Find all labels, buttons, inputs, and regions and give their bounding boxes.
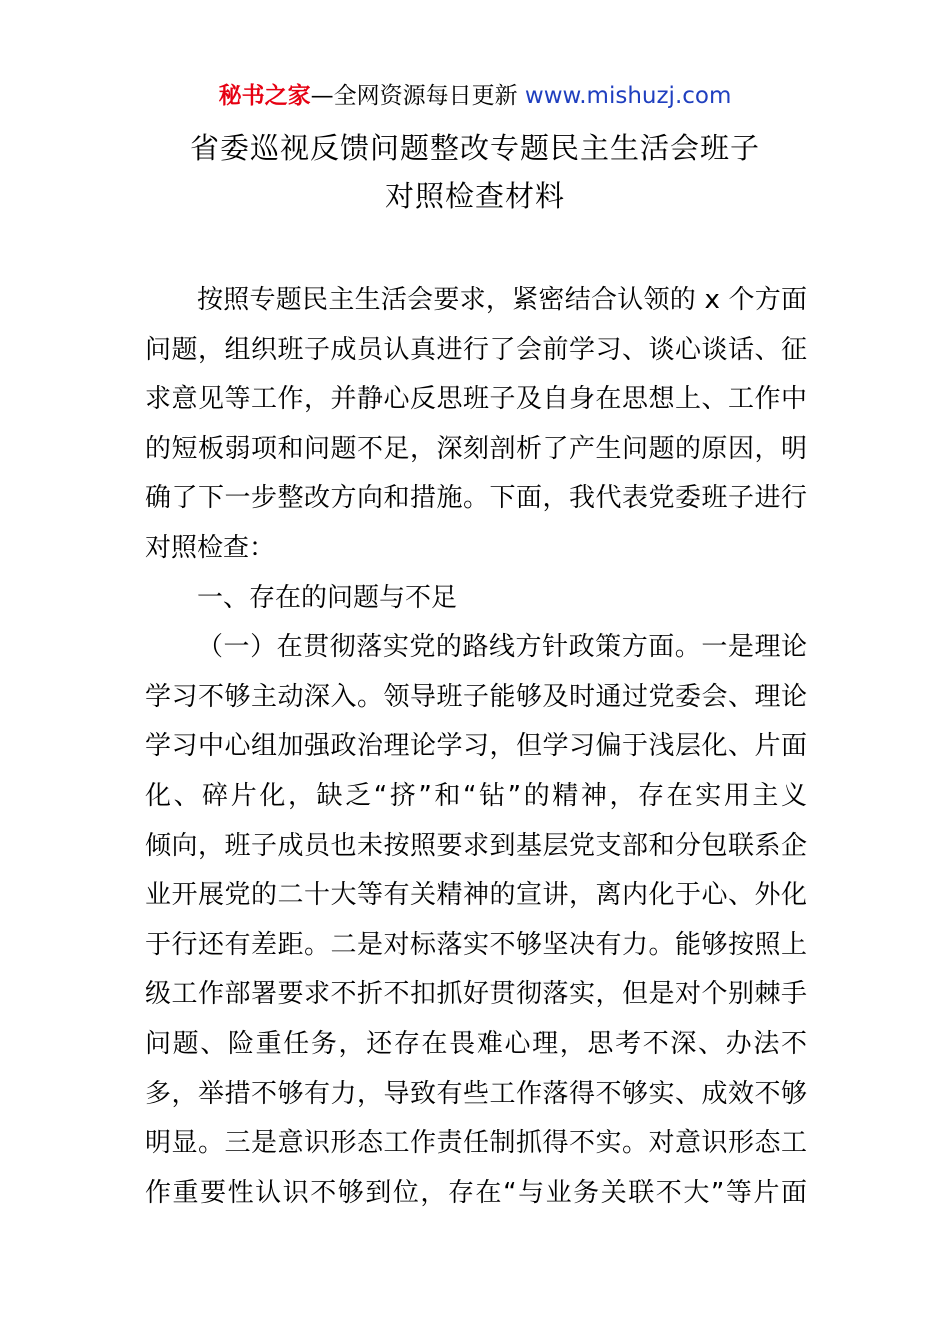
- body-line: 问题、险重任务，还存在畏难心理，思考不深、办法不: [145, 1028, 807, 1059]
- body-line: 明显。三是意识形态工作责任制抓得不实。对意识形态工: [145, 1128, 807, 1159]
- body-line: 问题，组织班子成员认真进行了会前学习、谈心谈话、征: [145, 334, 807, 365]
- section-heading: 一、存在的问题与不足: [197, 582, 458, 613]
- body-line: 学习不够主动深入。领导班子能够及时通过党委会、理论: [145, 681, 807, 712]
- document-title-line-2: 对照检查材料: [384, 179, 565, 213]
- body-line: 级工作部署要求不折不扣抓好贯彻落实，但是对个别棘手: [145, 979, 807, 1010]
- body-line: （一）在贯彻落实党的路线方针政策方面。一是理论: [197, 632, 807, 663]
- body-line: 求意见等工作，并静心反思班子及自身在思想上、工作中: [145, 384, 807, 415]
- brand-name: 秘书之家: [218, 83, 311, 109]
- body-line: 倾向，班子成员也未按照要求到基层党支部和分包联系企: [145, 830, 807, 861]
- body-line: 按照专题民主生活会要求，紧密结合认领的 x 个方面: [197, 285, 807, 315]
- document-title-line-1: 省委巡视反馈问题整改专题民主生活会班子: [189, 131, 760, 165]
- body-line: 业开展党的二十大等有关精神的宣讲，离内化于心、外化: [145, 880, 807, 911]
- body-line: 确了下一步整改方向和措施。下面，我代表党委班子进行: [145, 483, 807, 514]
- body-line: 的短板弱项和问题不足，深刻剖析了产生问题的原因，明: [145, 433, 807, 464]
- body-line: 于行还有差距。二是对标落实不够坚决有力。能够按照上: [145, 929, 807, 960]
- body-line: 对照检查：: [145, 532, 276, 563]
- body-line: 学习中心组加强政治理论学习，但学习偏于浅层化、片面: [145, 731, 807, 762]
- body-line: 作重要性认识不够到位，存在“与业务关联不大”等片面: [145, 1177, 807, 1208]
- header-tagline: —全网资源每日更新: [310, 83, 518, 109]
- body-line: 化、碎片化，缺乏“挤”和“钻”的精神，存在实用主义: [145, 780, 807, 811]
- body-line: 多，举措不够有力，导致有些工作落得不够实、成效不够: [145, 1078, 807, 1109]
- site-header: [0, 80, 950, 112]
- document-body: [145, 276, 807, 1218]
- site-url-link[interactable]: www.mishuzj.com: [524, 83, 732, 109]
